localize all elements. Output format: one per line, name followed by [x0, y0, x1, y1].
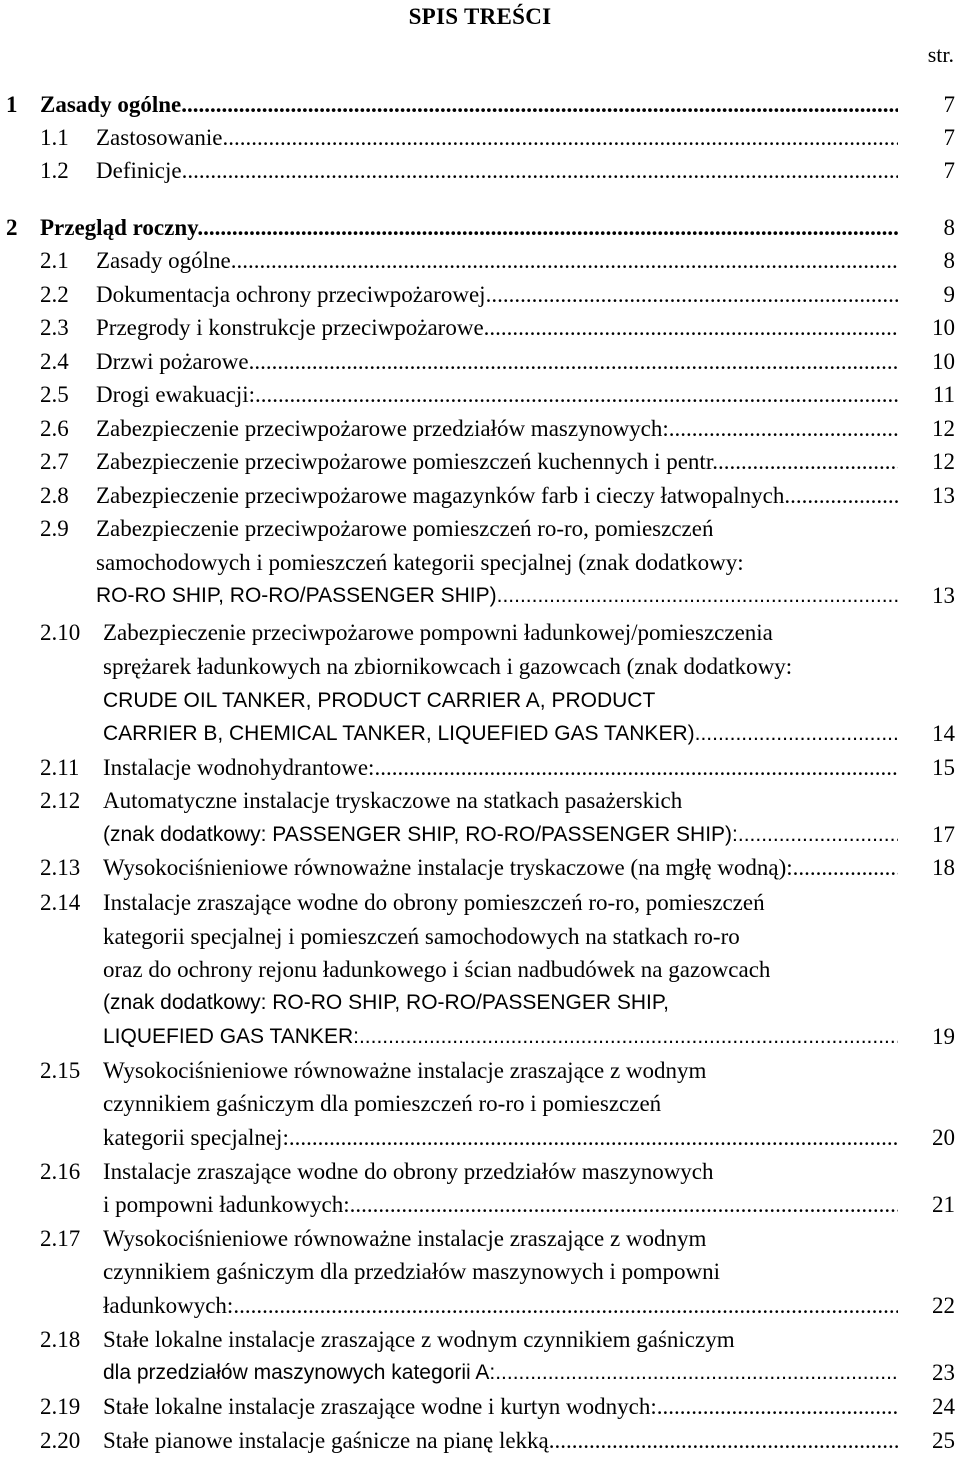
- toc-page-number: 10: [932, 349, 955, 374]
- toc-entry-title: Instalacje zraszające wodne do obrony przedziałów maszynowych: [103, 1159, 714, 1184]
- toc-entry-title: i pompowni ładunkowych: .....: [103, 1188, 898, 1222]
- toc-entry-number: 2.9: [40, 516, 69, 541]
- page-column-label: str.: [927, 42, 954, 67]
- toc-entry-line: [103, 920, 740, 954]
- toc-page-number: 12: [932, 416, 955, 441]
- toc-page-number: 20: [932, 1125, 955, 1150]
- toc-page-number: 17: [932, 822, 955, 847]
- toc-entry-line: [96, 546, 744, 580]
- toc-entry-title: Zasady ogólne .....: [40, 88, 898, 122]
- toc-entry-number: 2.20: [40, 1428, 81, 1453]
- toc-entry-title: CARRIER B, CHEMICAL TANKER, LIQUEFIED GAS TANKER) .....: [103, 717, 898, 751]
- toc-page-number: 15: [932, 755, 955, 780]
- toc-page-number: 22: [932, 1293, 955, 1318]
- toc-page-number: 14: [932, 721, 955, 746]
- toc-entry-line: [40, 1390, 898, 1424]
- toc-entry-title: Przegrody i konstrukcje przeciwpożarowe .....: [96, 311, 898, 345]
- toc-entry-title: Automatyczne instalacje tryskaczowe na statkach pasażerskich: [103, 788, 683, 813]
- toc-entry-line: [40, 851, 898, 885]
- toc-entry-line: [103, 1087, 661, 1121]
- toc-entry-number: 2.2: [40, 282, 69, 307]
- toc-entry-line: [103, 953, 770, 987]
- toc-entry-title: (znak dodatkowy: RO-RO SHIP, RO-RO/PASSENGER SHIP,: [103, 991, 670, 1014]
- toc-entry-title: Zasady ogólne .....: [96, 244, 898, 278]
- toc-page-number: 13: [932, 583, 955, 608]
- toc-entry-number: 1.1: [40, 125, 69, 150]
- toc-entry-number: 2.5: [40, 382, 69, 407]
- toc-entry-line: [40, 121, 898, 155]
- toc-entry-title: kategorii specjalnej: .....: [103, 1121, 898, 1155]
- toc-entry-title: Zabezpieczenie przeciwpożarowe pomieszczeń kuchennych i pentr .....: [96, 445, 898, 479]
- toc-entry-line: [40, 1222, 706, 1256]
- toc-entry-title: samochodowych i pomieszczeń kategorii specjalnej (znak dodatkowy:: [96, 550, 744, 575]
- toc-entry-line: [40, 378, 898, 412]
- toc-entry-line: [103, 684, 655, 718]
- toc-entry-title: Stałe lokalne instalacje zraszające wodne i kurtyn wodnych: .....: [103, 1390, 898, 1424]
- toc-page-number: 9: [943, 282, 955, 307]
- toc-page-number: 25: [932, 1428, 955, 1453]
- toc-entry-title: CRUDE OIL TANKER, PRODUCT CARRIER A, PRODUCT: [103, 689, 656, 712]
- toc-entry-title: Przegląd roczny .....: [40, 211, 898, 245]
- toc-entry-line: [103, 986, 669, 1020]
- toc-entry-number: 2.10: [40, 620, 81, 645]
- toc-entry-line: [40, 311, 898, 345]
- toc-entry-title: Drzwi pożarowe .....: [96, 345, 898, 379]
- toc-entry-number: 2.8: [40, 483, 69, 508]
- toc-entry-line: [40, 1155, 714, 1189]
- toc-entry-line: [96, 579, 898, 613]
- toc-page-number: 10: [932, 315, 955, 340]
- toc-entry-number: 2.6: [40, 416, 69, 441]
- toc-page-number: 11: [932, 382, 955, 407]
- toc-page-number: 7: [943, 158, 955, 183]
- toc-entry-title: Wysokociśnieniowe równoważne instalacje zraszające z wodnym: [103, 1058, 707, 1083]
- toc-page-number: 21: [932, 1192, 955, 1217]
- toc-entry-line: [40, 1424, 898, 1458]
- toc-page-number: 7: [943, 92, 955, 117]
- toc-entry-number: 2.15: [40, 1058, 81, 1083]
- toc-entry-title: Definicje .....: [96, 154, 898, 188]
- toc-page-number: 24: [932, 1394, 955, 1419]
- toc-entry-number: 1: [6, 92, 18, 117]
- toc-entry-title: oraz do ochrony rejonu ładunkowego i ścian nadbudówek na gazowcach: [103, 957, 771, 982]
- toc-entry-line: [40, 1323, 735, 1357]
- toc-page-number: 19: [932, 1024, 955, 1049]
- toc-entry-title: Instalacje wodnohydrantowe: .....: [103, 751, 898, 785]
- toc-entry-line: [40, 751, 898, 785]
- toc-entry-line: [103, 818, 898, 852]
- toc-entry-title: ładunkowych: .....: [103, 1289, 898, 1323]
- toc-entry-number: 2.3: [40, 315, 69, 340]
- toc-entry-line: [103, 1188, 898, 1222]
- toc-entry-number: 2.12: [40, 788, 81, 813]
- toc-entry-title: sprężarek ładunkowych na zbiornikowcach i gazowcach (znak dodatkowy:: [103, 654, 793, 679]
- toc-entry-line: [103, 1121, 898, 1155]
- toc-entry-title: Drogi ewakuacji: .....: [96, 378, 898, 412]
- toc-entry-title: LIQUEFIED GAS TANKER: .....: [103, 1020, 898, 1054]
- toc-entry-line: [40, 479, 898, 513]
- toc-entry-number: 2.13: [40, 855, 81, 880]
- toc-entry-line: [103, 1356, 898, 1390]
- toc-page-number: 7: [943, 125, 955, 150]
- toc-entry-line: [103, 650, 792, 684]
- toc-entry-line: [6, 88, 898, 122]
- toc-entry-title: (znak dodatkowy: PASSENGER SHIP, RO-RO/PASSENGER SHIP): .....: [103, 818, 898, 852]
- toc-entry-number: 2.18: [40, 1327, 81, 1352]
- toc-entry-line: [40, 886, 765, 920]
- toc-entry-line: [40, 445, 898, 479]
- toc-entry-title: Wysokociśnieniowe równoważne instalacje tryskaczowe (na mgłę wodną): .....: [103, 851, 898, 885]
- toc-entry-title: Zabezpieczenie przeciwpożarowe pomieszczeń ro-ro, pomieszczeń: [96, 516, 714, 541]
- toc-entry-line: [103, 1020, 898, 1054]
- toc-entry-title: Stałe pianowe instalacje gaśnicze na pianę lekką .....: [103, 1424, 898, 1458]
- toc-entry-number: 2.19: [40, 1394, 81, 1419]
- toc-entry-line: [40, 278, 898, 312]
- toc-entry-line: [40, 244, 898, 278]
- toc-entry-number: 2.4: [40, 349, 69, 374]
- toc-entry-line: [103, 717, 898, 751]
- toc-entry-title: czynnikiem gaśniczym dla pomieszczeń ro-ro i pomieszczeń: [103, 1091, 662, 1116]
- toc-entry-line: [40, 784, 682, 818]
- toc-entry-title: Zabezpieczenie przeciwpożarowe przedziałów maszynowych: .....: [96, 412, 898, 446]
- toc-entry-title: kategorii specjalnej i pomieszczeń samochodowych na statkach ro-ro: [103, 924, 740, 949]
- toc-page-number: 13: [932, 483, 955, 508]
- toc-entry-title: Wysokociśnieniowe równoważne instalacje zraszające z wodnym: [103, 1226, 707, 1251]
- toc-entry-title: Dokumentacja ochrony przeciwpożarowej .....: [96, 278, 898, 312]
- toc-entry-number: 2.7: [40, 449, 69, 474]
- toc-entry-number: 1.2: [40, 158, 69, 183]
- toc-entry-number: 2.17: [40, 1226, 81, 1251]
- toc-entry-line: [40, 345, 898, 379]
- toc-page-number: 18: [932, 855, 955, 880]
- toc-page-number: 12: [932, 449, 955, 474]
- toc-entry-number: 2: [6, 215, 18, 240]
- toc-entry-number: 2.14: [40, 890, 81, 915]
- toc-entry-line: [40, 512, 713, 546]
- toc-entry-number: 2.1: [40, 248, 69, 273]
- toc-entry-title: dla przedziałów maszynowych kategorii A: .....: [103, 1356, 898, 1390]
- toc-entry-line: [40, 154, 898, 188]
- page-title: SPIS TREŚCI: [408, 4, 552, 29]
- toc-entry-line: [40, 616, 773, 650]
- toc-entry-line: [6, 211, 898, 245]
- toc-entry-number: 2.11: [40, 755, 80, 780]
- toc-page-number: 8: [943, 248, 955, 273]
- toc-entry-line: [40, 1054, 706, 1088]
- toc-entry-title: Zastosowanie .....: [96, 121, 898, 155]
- toc-entry-number: 2.16: [40, 1159, 81, 1184]
- toc-entry-title: RO-RO SHIP, RO-RO/PASSENGER SHIP) .....: [96, 579, 898, 613]
- toc-entry-title: Zabezpieczenie przeciwpożarowe pompowni ładunkowej/pomieszczenia: [103, 620, 773, 645]
- toc-page-number: 23: [932, 1360, 955, 1385]
- toc-entry-line: [103, 1255, 720, 1289]
- toc-entry-title: Zabezpieczenie przeciwpożarowe magazynków farb i cieczy łatwopalnych .....: [96, 479, 898, 513]
- toc-entry-title: Instalacje zraszające wodne do obrony pomieszczeń ro-ro, pomieszczeń: [103, 890, 765, 915]
- toc-entry-line: [103, 1289, 898, 1323]
- toc-page-number: 8: [943, 215, 955, 240]
- toc-entry-title: czynnikiem gaśniczym dla przedziałów maszynowych i pompowni: [103, 1259, 720, 1284]
- toc-entry-title: Stałe lokalne instalacje zraszające z wodnym czynnikiem gaśniczym: [103, 1327, 735, 1352]
- toc-entry-line: [40, 412, 898, 446]
